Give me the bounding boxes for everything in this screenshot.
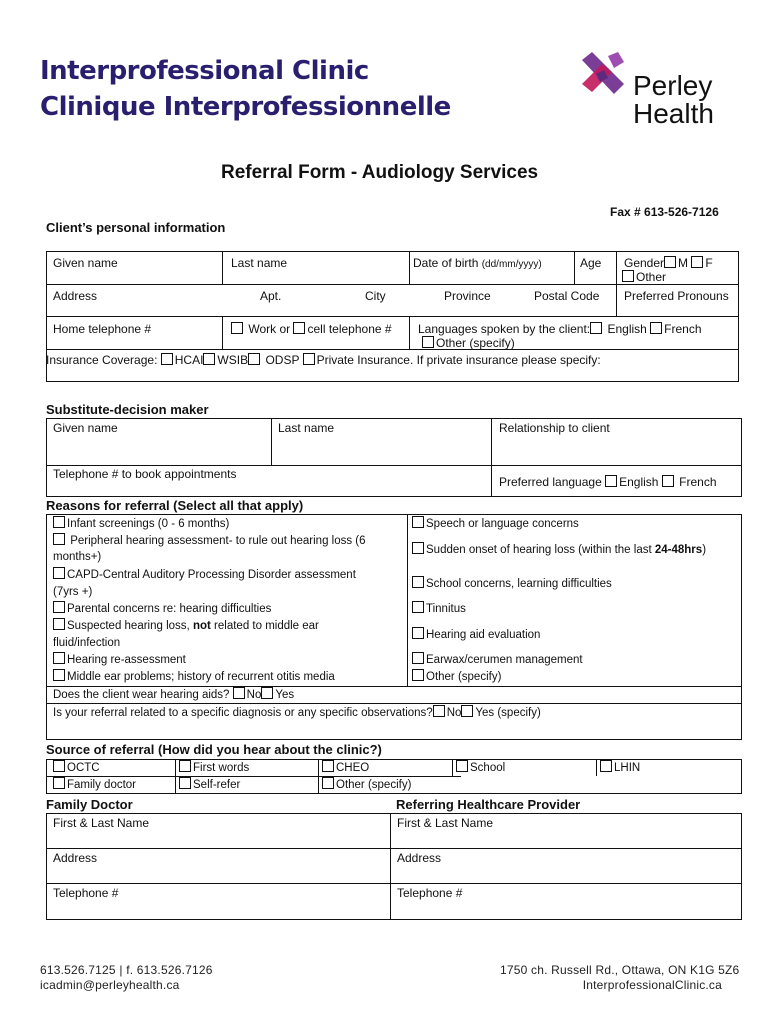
source-octc-checkbox[interactable] xyxy=(53,760,65,772)
rp-telephone-label: Telephone # xyxy=(397,886,463,900)
hearing-aids-no-checkbox[interactable] xyxy=(233,687,245,699)
lang-english-checkbox[interactable] xyxy=(590,322,602,334)
client-last-name-label: Last name xyxy=(231,256,288,270)
diagnosis-question: Is your referral related to a specific diagnosis or any specific observations? No Yes (specify) xyxy=(53,707,541,719)
client-gender-field: Gender M F xyxy=(624,256,713,270)
sdm-telephone-label: Telephone # to book appointments xyxy=(53,467,237,481)
source-other-checkbox[interactable] xyxy=(322,777,334,789)
client-languages-label: Languages spoken by the client: English French xyxy=(418,322,702,336)
source-octc: OCTC xyxy=(53,760,100,776)
client-lang-other: Other (specify) xyxy=(422,336,515,350)
source-lhin: LHIN xyxy=(600,760,640,776)
reasons-heading: Reasons for referral (Select all that apply) xyxy=(46,498,304,513)
reason-peripheral-hearing-cont: months+) xyxy=(53,551,102,563)
reason-earwax: Earwax/cerumen management xyxy=(412,652,583,668)
client-province-label: Province xyxy=(444,289,491,303)
hearing-aids-yes-checkbox[interactable] xyxy=(261,687,273,699)
reason-capd-checkbox[interactable] xyxy=(53,567,65,579)
gender-other-checkbox[interactable] xyxy=(622,270,634,282)
footer-website: InterprofessionalClinic.ca xyxy=(582,978,722,992)
source-school: School xyxy=(456,760,505,776)
insurance-coverage-row: Insurance Coverage: HCAI WSIB ODSP Private Insurance. If private insurance please specify: xyxy=(46,353,601,367)
client-postal-label: Postal Code xyxy=(534,289,600,303)
source-first-words-checkbox[interactable] xyxy=(179,760,191,772)
sdm-relationship-label: Relationship to client xyxy=(499,421,610,435)
fd-address-label: Address xyxy=(53,851,98,865)
footer-email: icadmin@perleyhealth.ca xyxy=(40,978,180,992)
reason-peripheral-checkbox[interactable] xyxy=(53,533,65,545)
client-home-tel-label: Home telephone # xyxy=(53,322,152,336)
reason-sudden-onset: Sudden onset of hearing loss (within the last 24-48hrs) xyxy=(412,542,706,558)
family-doctor-heading: Family Doctor xyxy=(46,797,133,812)
sdm-last-name-label: Last name xyxy=(278,421,335,435)
reason-peripheral-hearing: Peripheral hearing assessment- to rule out hearing loss (6 xyxy=(53,533,366,549)
fd-telephone-label: Telephone # xyxy=(53,886,119,900)
logo-text-health: Health xyxy=(633,98,714,129)
client-city-label: City xyxy=(365,289,386,303)
diagnosis-yes-checkbox[interactable] xyxy=(461,705,473,717)
cell-tel-checkbox[interactable] xyxy=(293,322,305,334)
source-heading: Source of referral (How did you hear about the clinic?) xyxy=(46,742,382,757)
client-work-cell-label: Work or cell telephone # xyxy=(231,322,392,336)
reason-tinnitus-checkbox[interactable] xyxy=(412,601,424,613)
reason-speech: Speech or language concerns xyxy=(412,516,579,532)
logo-text-perley: Perley xyxy=(633,70,713,101)
reason-middle-ear-checkbox[interactable] xyxy=(53,669,65,681)
reason-reassessment-checkbox[interactable] xyxy=(53,652,65,664)
diagnosis-no-checkbox[interactable] xyxy=(433,705,445,717)
ins-private-checkbox[interactable] xyxy=(303,353,315,365)
source-self-refer-checkbox[interactable] xyxy=(179,777,191,789)
footer-address: 1750 ch. Russell Rd., Ottawa, ON K1G 5Z6 xyxy=(500,963,740,977)
referring-provider-heading: Referring Healthcare Provider xyxy=(396,797,581,812)
reason-sudden-checkbox[interactable] xyxy=(412,542,424,554)
sdm-french-checkbox[interactable] xyxy=(662,475,674,487)
fd-name-label: First & Last Name xyxy=(53,816,150,830)
sdm-heading: Substitute-decision maker xyxy=(46,402,209,417)
work-tel-checkbox[interactable] xyxy=(231,322,243,334)
reason-hearing-aid-eval: Hearing aid evaluation xyxy=(412,627,540,643)
sdm-english-checkbox[interactable] xyxy=(605,475,617,487)
source-lhin-checkbox[interactable] xyxy=(600,760,612,772)
reason-suspected-loss-cont: fluid/infection xyxy=(53,637,121,649)
client-dob-label: Date of birth (dd/mm/yyyy) xyxy=(413,256,542,270)
reason-capd-cont: (7yrs +) xyxy=(53,586,93,598)
client-pronouns-label: Preferred Pronouns xyxy=(624,289,729,303)
ins-wsib-checkbox[interactable] xyxy=(203,353,215,365)
lang-other-checkbox[interactable] xyxy=(422,336,434,348)
source-family-doctor: Family doctor xyxy=(53,777,136,793)
reason-parental-checkbox[interactable] xyxy=(53,601,65,613)
source-first-words: First words xyxy=(179,760,249,776)
reason-reassessment: Hearing re-assessment xyxy=(53,652,186,668)
hearing-aids-question: Does the client wear hearing aids? No Yes xyxy=(53,689,295,701)
reason-other-checkbox[interactable] xyxy=(412,669,424,681)
sdm-pref-lang: Preferred language English French xyxy=(499,475,717,489)
sdm-given-name-label: Given name xyxy=(53,421,118,435)
reason-suspected-loss: Suspected hearing loss, not related to middle ear xyxy=(53,618,319,634)
reason-middle-ear: Middle ear problems; history of recurrent otitis media xyxy=(53,669,335,685)
source-family-doctor-checkbox[interactable] xyxy=(53,777,65,789)
client-given-name-label: Given name xyxy=(53,256,118,270)
reason-suspected-checkbox[interactable] xyxy=(53,618,65,630)
reason-school: School concerns, learning difficulties xyxy=(412,576,612,592)
source-cheo: CHEO xyxy=(322,760,369,776)
reason-capd: CAPD-Central Auditory Processing Disorder assessment xyxy=(53,567,356,583)
source-cheo-checkbox[interactable] xyxy=(322,760,334,772)
client-apt-label: Apt. xyxy=(260,289,282,303)
reason-earwax-checkbox[interactable] xyxy=(412,652,424,664)
provider-table xyxy=(46,813,742,920)
gender-m-checkbox[interactable] xyxy=(664,256,676,268)
reason-infant-checkbox[interactable] xyxy=(53,516,65,528)
reason-tinnitus: Tinnitus xyxy=(412,601,466,617)
source-other: Other (specify) xyxy=(322,777,411,793)
reason-speech-checkbox[interactable] xyxy=(412,516,424,528)
ins-odsp-checkbox[interactable] xyxy=(248,353,260,365)
rp-name-label: First & Last Name xyxy=(397,816,494,830)
lang-french-checkbox[interactable] xyxy=(650,322,662,334)
client-address-label: Address xyxy=(53,289,98,303)
reason-other: Other (specify) xyxy=(412,669,501,685)
client-age-label: Age xyxy=(580,256,602,270)
ins-hcai-checkbox[interactable] xyxy=(161,353,173,365)
source-self-refer: Self-refer xyxy=(179,777,240,793)
fax-number: Fax # 613-526-7126 xyxy=(610,205,719,219)
reason-hearing-aid-checkbox[interactable] xyxy=(412,627,424,639)
reason-parental-concerns: Parental concerns re: hearing difficulties xyxy=(53,601,271,617)
rp-address-label: Address xyxy=(397,851,442,865)
reason-infant-screening: Infant screenings (0 - 6 months) xyxy=(53,516,229,532)
form-title: Referral Form - Audiology Services xyxy=(221,162,539,183)
gender-f-checkbox[interactable] xyxy=(691,256,703,268)
reason-school-checkbox[interactable] xyxy=(412,576,424,588)
source-school-checkbox[interactable] xyxy=(456,760,468,772)
clinic-title-en: Interprofessional Clinic xyxy=(40,56,369,86)
client-info-heading: Client’s personal information xyxy=(46,220,226,235)
client-gender-other: Other xyxy=(622,270,666,284)
perley-health-logo-icon xyxy=(578,50,628,100)
clinic-title-fr: Clinique Interprofessionnelle xyxy=(40,92,451,122)
footer-phone: 613.526.7125 | f. 613.526.7126 xyxy=(40,963,213,977)
